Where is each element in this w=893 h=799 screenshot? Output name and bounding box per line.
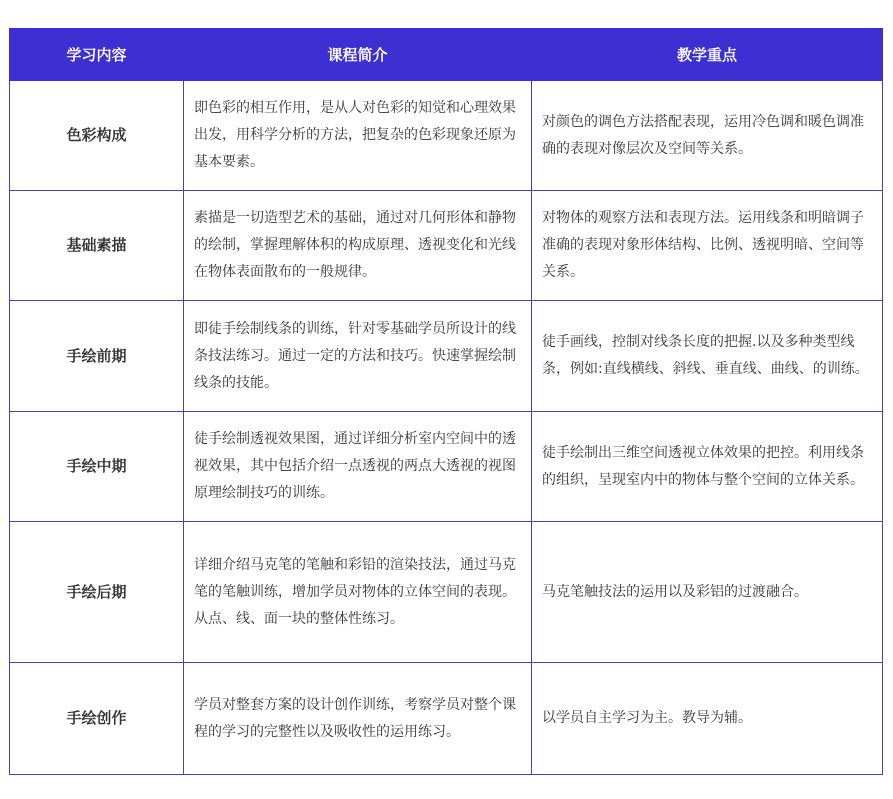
table-row [10,663,883,775]
row-focus: 徒手绘制出三维空间透视立体效果的把控。利用线条的组织，呈现室内中的物体与整个空间的立体关系。 [532,412,883,522]
row-name: 手绘后期 [10,522,184,663]
row-focus: 徒手画线，控制对线条长度的把握.以及多种类型线条，例如:直线横线、斜线、垂直线、曲线、的训练。 [532,301,883,412]
row-focus: 对物体的观察方法和表现方法。运用线条和明暗调子准确的表现对象形体结构、比例、透视明暗、空间等关系。 [532,191,883,301]
row-name: 手绘前期 [10,301,184,412]
table-row [10,81,883,191]
table-row [10,522,883,663]
row-name: 色彩构成 [10,81,184,191]
table-row [10,412,883,522]
table-header-row [10,29,883,81]
table-row [10,191,883,301]
row-focus: 对颜色的调色方法搭配表现，运用冷色调和暖色调准确的表现对像层次及空间等关系。 [532,81,883,191]
course-table [9,28,883,775]
row-intro: 徒手绘制透视效果图，通过详细分析室内空间中的透视效果，其中包括介绍一点透视的两点大透视的视图原理绘制技巧的训练。 [184,412,532,522]
row-intro: 即徒手绘制线条的训练，针对零基础学员所设计的线条技法练习。通过一定的方法和技巧。快速掌握绘制线条的技能。 [184,301,532,412]
row-intro: 素描是一切造型艺术的基础，通过对几何形体和静物的绘制，掌握理解体积的构成原理、透视变化和光线在物体表面散布的一般规律。 [184,191,532,301]
header-teaching-focus: 教学重点 [532,29,883,81]
header-study-content: 学习内容 [10,29,184,81]
row-name: 手绘创作 [10,663,184,775]
row-intro: 学员对整套方案的设计创作训练，考察学员对整个课程的学习的完整性以及吸收性的运用练习。 [184,663,532,775]
row-focus: 马克笔触技法的运用以及彩铝的过渡融合。 [532,522,883,663]
row-name: 基础素描 [10,191,184,301]
row-focus: 以学员自主学习为主。教导为辅。 [532,663,883,775]
row-intro: 详细介绍马克笔的笔触和彩铅的渲染技法，通过马克笔的笔触训练，增加学员对物体的立体空间的表现。从点、线、面一块的整体性练习。 [184,522,532,663]
header-course-intro: 课程简介 [184,29,532,81]
row-name: 手绘中期 [10,412,184,522]
table-row [10,301,883,412]
row-intro: 即色彩的相互作用，是从人对色彩的知觉和心理效果出发，用科学分析的方法，把复杂的色彩现象还原为基本要素。 [184,81,532,191]
